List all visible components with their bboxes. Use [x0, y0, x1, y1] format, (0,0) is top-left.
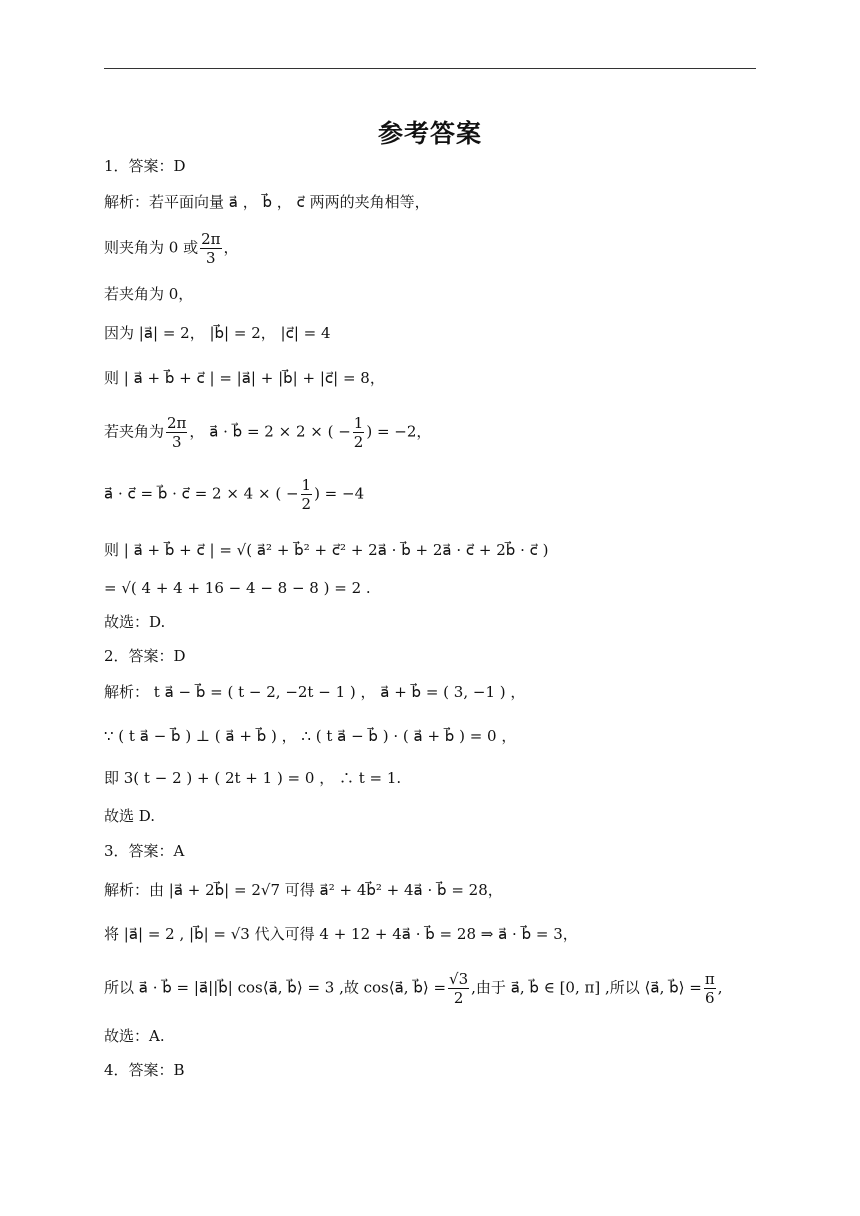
q3-choice: 故选：A.: [104, 1027, 165, 1045]
header-rule: [104, 68, 756, 69]
numerator: π: [704, 970, 715, 988]
numerator: 2π: [167, 414, 187, 432]
q1-case-zero: 若夹角为 0，: [104, 285, 194, 303]
q2-solve: 即 3( t − 2 ) + ( 2t + 1 ) = 0 ， ∴ t = 1.: [104, 769, 402, 787]
text-mid: ， a⃗ · b⃗ = 2 × 2 × ( −: [189, 422, 351, 441]
q1-angle-line: [104, 230, 239, 267]
q3-answer: 3．答案：A: [104, 842, 185, 860]
denominator: 6: [704, 989, 715, 1007]
numerator: 2π: [201, 230, 221, 248]
denominator: 2: [453, 989, 464, 1007]
text-pre: a⃗ · c⃗ = b⃗ · c⃗ = 2 × 4 × ( −: [104, 484, 299, 503]
q1-sum-value: = √( 4 + 4 + 16 − 4 − 8 − 8 ) = 2 .: [104, 579, 371, 597]
q3-analysis: 解析：由 |a⃗ + 2b⃗| = 2√7 可得 a⃗² + 4b⃗² + 4a⃗ · b⃗ = 28，: [104, 881, 503, 899]
text-mid: ,由于 a⃗, b⃗ ∈ [0, π] ,所以 ⟨a⃗, b⃗⟩ =: [471, 978, 702, 997]
numerator: √3: [449, 970, 469, 988]
fraction: [166, 414, 187, 451]
q1-answer: 1．答案：D: [104, 157, 186, 175]
text-pre: 则夹角为 0 或: [104, 238, 199, 257]
q2-choice: 故选 D.: [104, 807, 156, 825]
q1-analysis: 解析：若平面向量 a⃗ ， b⃗ ， c⃗ 两两的夹角相等，: [104, 193, 430, 211]
q1-sum-formula: 则 | a⃗ + b⃗ + c⃗ | = √( a⃗² + b⃗² + c⃗² + 2a⃗ · b⃗ + 2a⃗ · c⃗ + 2b⃗ · c⃗ ): [104, 541, 549, 559]
denominator: 2: [353, 433, 364, 451]
denominator: 3: [206, 249, 216, 267]
fraction: [301, 476, 313, 513]
q1-magnitudes: 因为 |a⃗| = 2， |b⃗| = 2， |c⃗| = 4: [104, 324, 331, 342]
page-title: 参考答案: [377, 119, 482, 148]
q2-analysis: 解析： t a⃗ − b⃗ = ( t − 2, −2t − 1 ) ， a⃗ + b⃗ = ( 3, −1 ) ，: [104, 683, 526, 701]
q3-angle: [104, 970, 722, 1007]
q2-answer: 2．答案：D: [104, 647, 186, 665]
q1-case-2pi3: [104, 414, 431, 451]
numerator: 1: [301, 476, 312, 494]
fraction: [704, 970, 716, 1007]
denominator: 3: [171, 433, 182, 451]
q1-dot-products: [104, 476, 364, 513]
denominator: 2: [301, 495, 312, 513]
fraction: [448, 970, 469, 1007]
q3-substitute: 将 |a⃗| = 2 , |b⃗| = √3 代入可得 4 + 12 + 4a⃗ · b⃗ = 28 ⇒ a⃗ · b⃗ = 3，: [104, 925, 578, 943]
q1-sum-zero: 则 | a⃗ + b⃗ + c⃗ | = |a⃗| + |b⃗| + |c⃗| = 8，: [104, 369, 385, 387]
fraction: [353, 414, 365, 451]
numerator: 1: [353, 414, 364, 432]
text-post: ) = −4: [314, 484, 365, 503]
text-post: ) = −2，: [366, 422, 432, 441]
text-post: ，: [223, 238, 239, 257]
text-pre: 所以 a⃗ · b⃗ = |a⃗||b⃗| cos⟨a⃗, b⃗⟩ = 3 ,故 cos⟨a⃗, b⃗⟩ =: [104, 978, 447, 997]
fraction: [200, 230, 221, 267]
q2-perpendicular: ∵ ( t a⃗ − b⃗ ) ⊥ ( a⃗ + b⃗ ) ， ∴ ( t a⃗ − b⃗ ) · ( a⃗ + b⃗ ) = 0 ，: [104, 727, 517, 745]
q4-answer: 4．答案：B: [104, 1061, 185, 1079]
q1-choice: 故选：D.: [104, 613, 166, 631]
text-post: ,: [717, 978, 723, 997]
text-pre: 若夹角为: [104, 422, 165, 441]
